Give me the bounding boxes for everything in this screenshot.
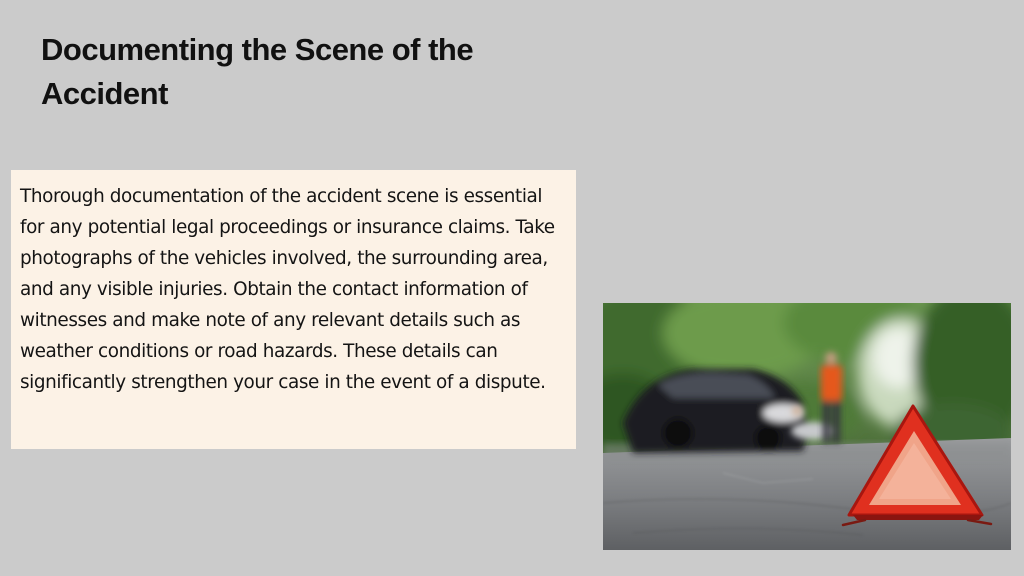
- body-paragraph: Thorough documentation of the accident scene is essential for any potential legal proceedings or insurance claims. Take photographs of the vehicles involved, the surrounding area, and any visible injuries. Obtain the contact information of witnesses and make note of any relevant details such as weather conditions or road hazards. These details can significantly strengthen your case in the event of a dispute.: [20, 186, 555, 393]
- body-text-box: [11, 170, 576, 449]
- slide-title: Documenting the Scene of the Accident: [41, 32, 474, 111]
- accident-scene-photo: [603, 303, 1011, 550]
